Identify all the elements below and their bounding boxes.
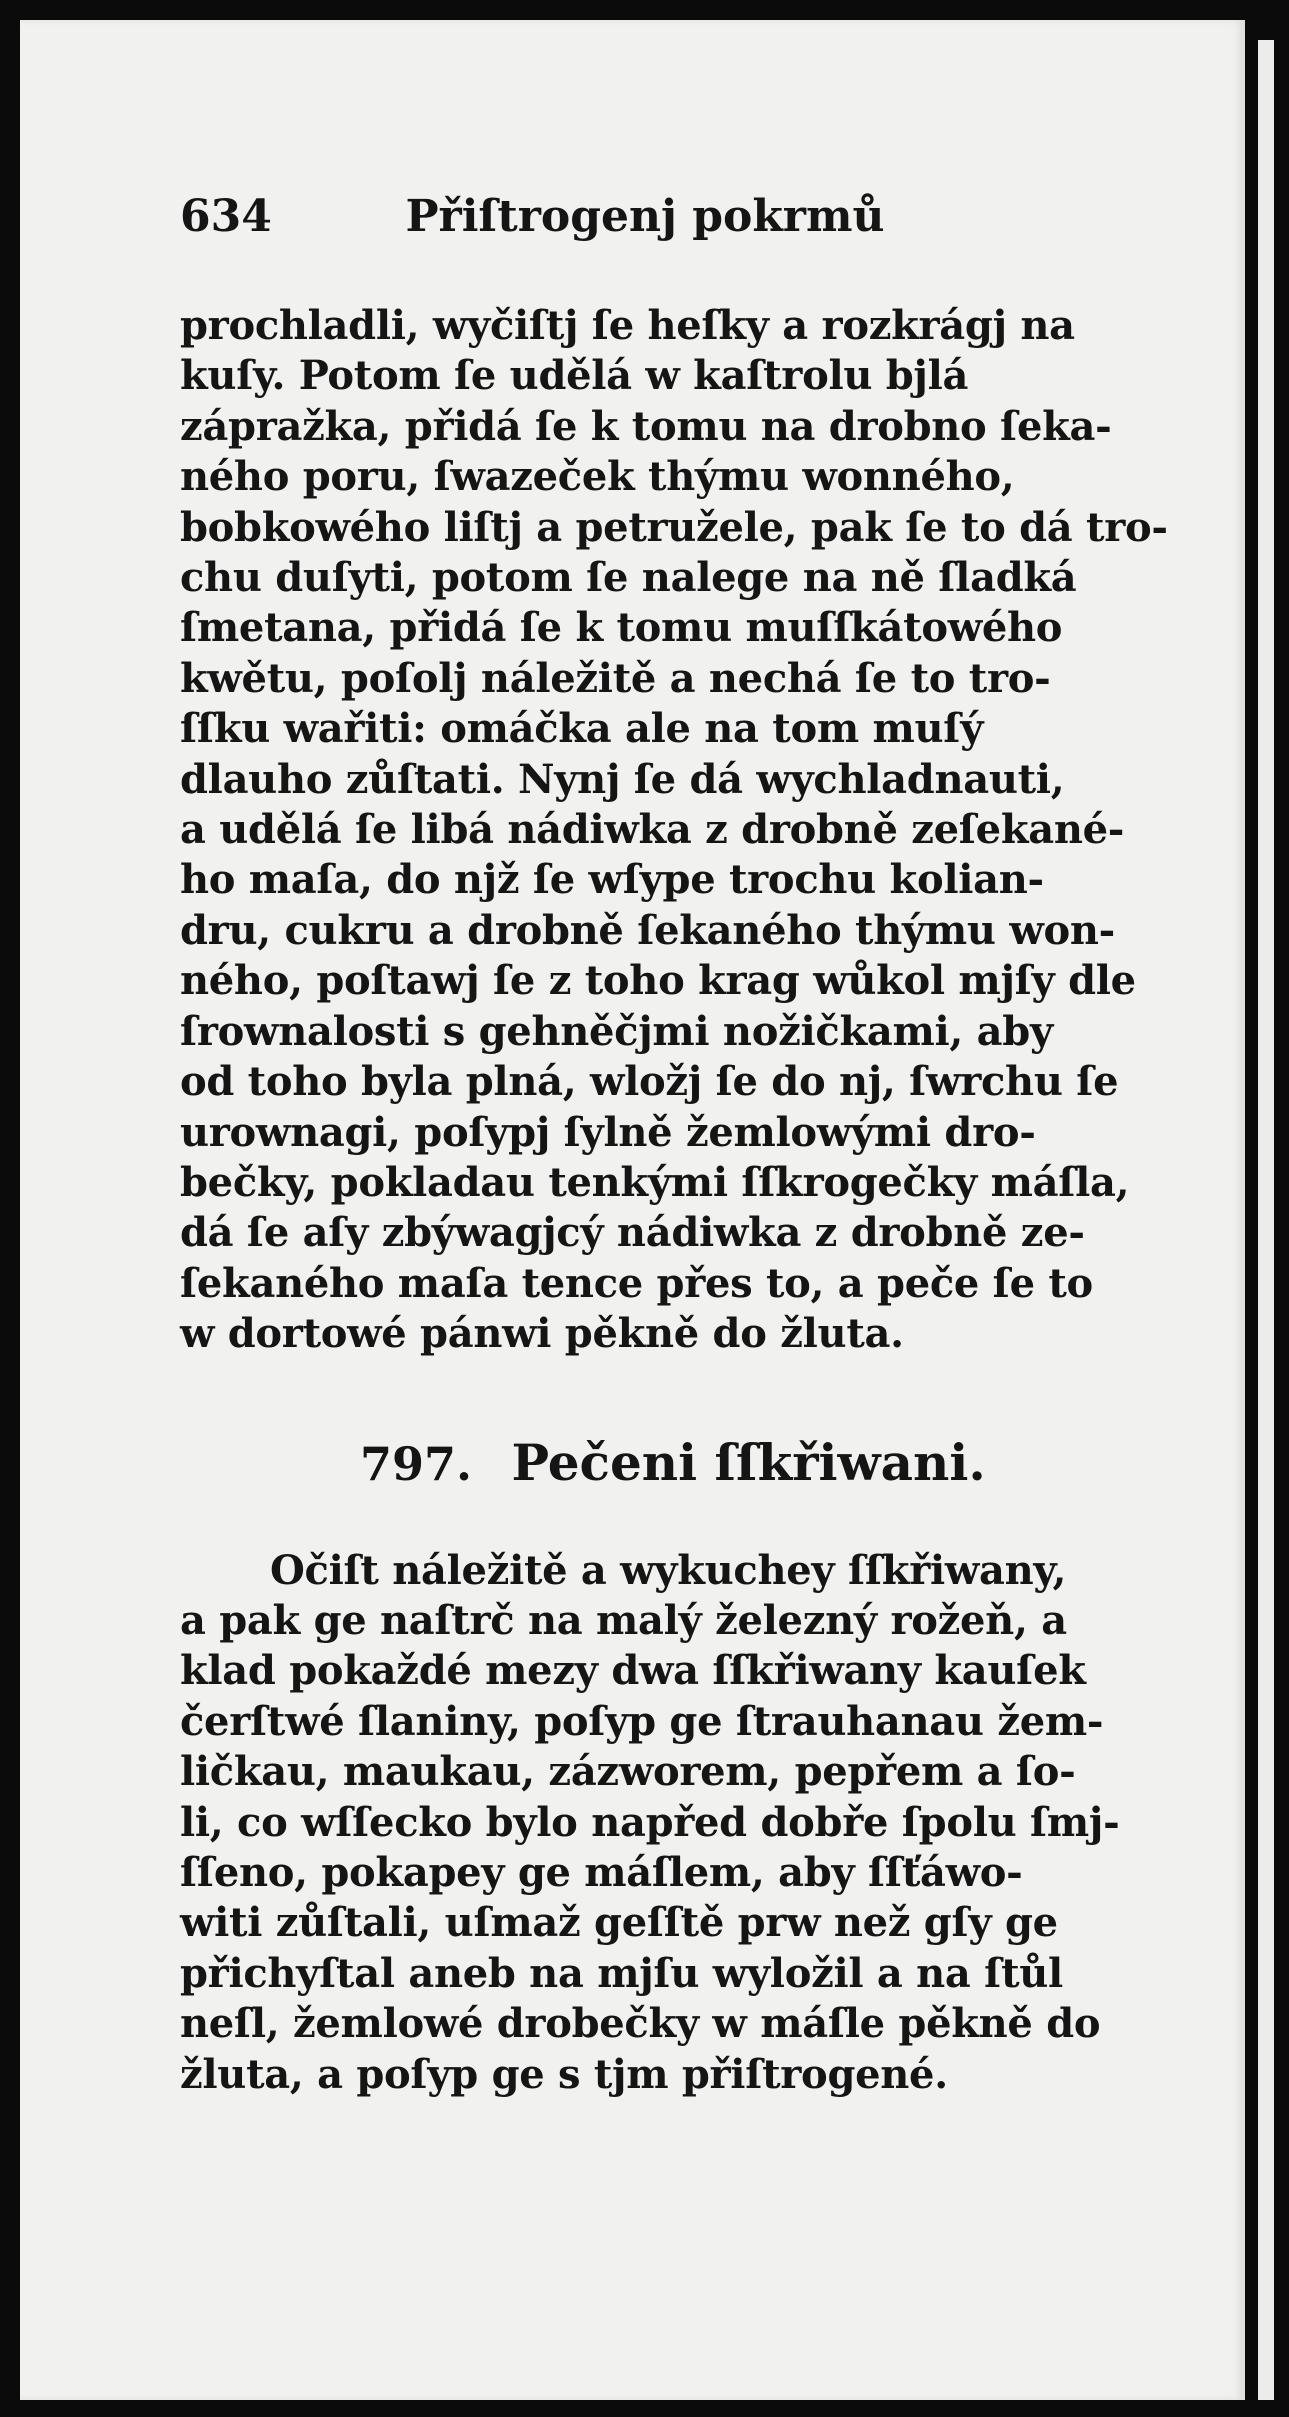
text-line: přichyſtal aneb na mjſu wyložil a na ſtůl xyxy=(180,1949,1063,1997)
recipe-number: 797. xyxy=(360,1436,473,1491)
text-line: urownagi, poſypj ſylně žemlowými dro- xyxy=(180,1108,1036,1156)
running-title: Přiſtrogenj pokrmů xyxy=(405,191,885,242)
text-line: bobkowého liſtj a petružele, pak ſe to dá tro- xyxy=(180,503,1168,551)
page-header xyxy=(180,191,1180,242)
page-number: 634 xyxy=(180,191,272,242)
text-line: ſrownalosti s gehněčjmi nožičkami, aby xyxy=(180,1007,1053,1055)
text-line: ſſeno, pokapey ge máſlem, aby ſſťáwo- xyxy=(180,1848,1023,1896)
paragraph-continuation xyxy=(180,301,1180,1360)
text-line: ſmetana, přidá ſe k tomu muſſkátowého xyxy=(180,604,1063,652)
text-line: prochladli, wyčiſtj ſe heſky a rozkrágj na xyxy=(180,302,1075,349)
page-edge xyxy=(1258,40,1274,2400)
recipe-paragraph xyxy=(180,1546,1180,2100)
text-line: chu duſyti, potom ſe nalege na ně ſladká xyxy=(180,554,1077,602)
text-line: ho maſa, do njž ſe wſype trochu kolian- xyxy=(180,856,1044,904)
text-line: w dortowé pánwi pěkně do žluta. xyxy=(180,1310,904,1358)
text-line: žluta, a poſyp ge s tjm přiſtrogené. xyxy=(180,2050,948,2098)
text-line: zápražka, přidá ſe k tomu na drobno ſeka- xyxy=(180,402,1112,450)
text-line: ſekaného maſa tence přes to, a peče ſe to xyxy=(180,1259,1093,1307)
text-line: ličkau, maukau, zázworem, pepřem a ſo- xyxy=(180,1748,1076,1796)
text-line: a udělá ſe libá nádiwka z drobně zeſekané- xyxy=(180,806,1125,854)
text-line: bečky, pokladau tenkými ſſkrogečky máſla, xyxy=(180,1158,1130,1206)
text-line: dru, cukru a drobně ſekaného thýmu won- xyxy=(180,906,1115,954)
text-line: dá ſe aſy zbýwagjcý nádiwka z drobně ze- xyxy=(180,1209,1085,1257)
text-line: od toho byla plná, wložj ſe do nj, ſwrchu ſe xyxy=(180,1058,1119,1106)
text-line: a pak ge naſtrč na malý železný rožeň, a xyxy=(180,1596,1067,1644)
recipe-title: Pečeni ſſkřiwani. xyxy=(511,1432,986,1492)
text-line: neſl, žemlowé drobečky w máſle pěkně do xyxy=(180,2000,1101,2048)
text-line: dlauho zůſtati. Nynj ſe dá wychladnauti, xyxy=(180,755,1065,803)
page-text xyxy=(180,191,1180,2100)
text-line: kuſy. Potom ſe udělá w kaſtrolu bjlá xyxy=(180,352,969,400)
text-line: li, co wſſecko bylo napřed dobře ſpolu ſmj- xyxy=(180,1798,1120,1846)
text-line: witi zůſtali, uſmaž geſſtě prw než gſy ge xyxy=(180,1899,1058,1947)
text-line: čerſtwé ſlaniny, poſyp ge ſtrauhanau žem- xyxy=(180,1697,1104,1745)
text-line: klad pokaždé mezy dwa ſſkřiwany kauſek xyxy=(180,1647,1086,1695)
text-line: kwětu, poſolj náležitě a nechá ſe to tro- xyxy=(180,654,1051,702)
text-line: ného, poſtawj ſe z toho krag wůkol mjſy dle xyxy=(180,957,1136,1005)
recipe-heading xyxy=(180,1432,1180,1492)
text-line: ného poru, ſwazeček thýmu wonného, xyxy=(180,453,1015,501)
text-line: Očiſt náležitě a wykuchey ſſkřiwany, xyxy=(270,1546,1067,1594)
text-line: ſſku wařiti: omáčka ale na tom muſý xyxy=(180,705,984,753)
